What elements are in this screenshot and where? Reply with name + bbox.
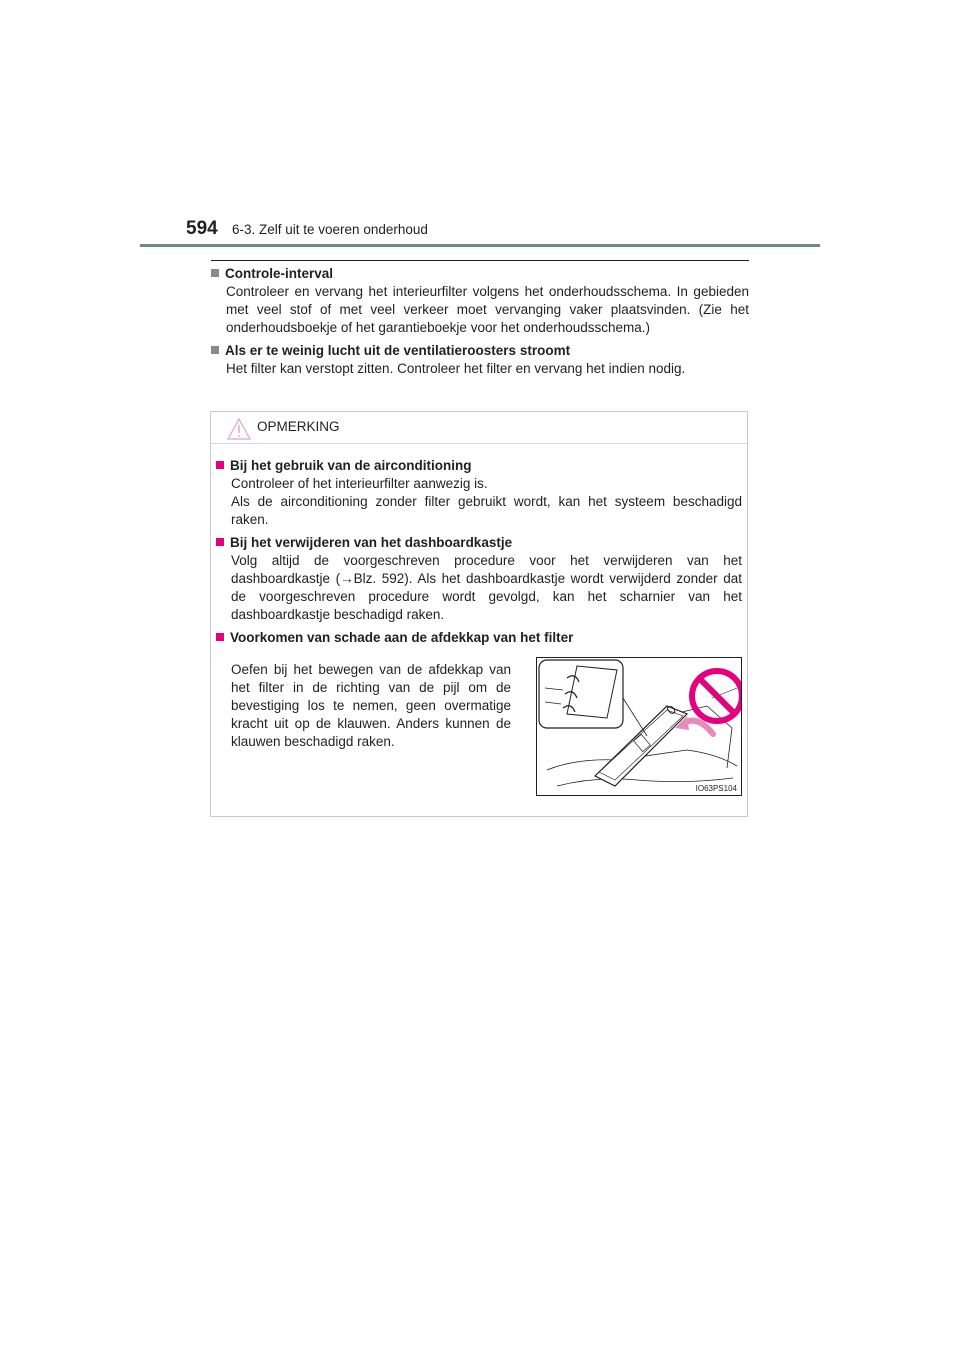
content-rule (211, 260, 749, 261)
square-bullet-icon (216, 538, 224, 546)
filter-cover-drawing (537, 658, 741, 795)
notice-header (211, 412, 747, 444)
header-rule (140, 244, 820, 247)
page-number: 594 (186, 218, 218, 239)
item-title: Voorkomen van schade aan de afdekkap van het filter (230, 630, 574, 645)
notice-item-aircon (216, 457, 742, 529)
notice-label: OPMERKING (257, 419, 340, 434)
section-title: 6-3. Zelf uit te voeren onderhoud (232, 222, 428, 237)
item-title: Bij het gebruik van de airconditioning (230, 458, 472, 473)
item-low-airflow (211, 342, 749, 378)
item-body: Controleer en vervang het interieurfilter volgens het onderhoudsschema. In gebieden met veel stof of met veel verkeer moet vervanging vaker plaatsvinden. (Zie het onderhoudsboekje of het garantieboekje voor het onderhoudsschema.) (226, 284, 749, 335)
image-code: IO63PS104 (695, 784, 737, 793)
main-content (211, 265, 749, 383)
warning-triangle-icon (227, 418, 251, 440)
notice-box (210, 411, 748, 817)
item-body: Het filter kan verstopt zitten. Controleer het filter en vervang het indien nodig. (226, 361, 686, 376)
item-body: Als de airconditioning zonder filter gebruikt wordt, kan het systeem beschadigd raken. (231, 494, 742, 527)
square-bullet-icon (216, 633, 224, 641)
item-body: Volg altijd de voorgeschreven procedure voor het verwijderen van het dashboardkastje (→Blz. 592). Als het dashboardkastje wordt verwijderd zonder dat de voorgeschreven procedure wordt gevolgd, kan het scharnier van het dashboardkastje beschadigd raken. (231, 553, 742, 622)
notice-item-filter-cover (216, 629, 742, 796)
item-body: Oefen bij het bewegen van de afdekkap van het filter in de richting van de pijl om de bevestiging los te nemen, geen overmatige kracht uit op de klauwen. Anders kunnen de klauwen beschadigd raken. (231, 662, 511, 749)
square-bullet-icon (211, 269, 219, 277)
square-bullet-icon (216, 461, 224, 469)
item-body: Controleer of het interieurfilter aanwezig is. (231, 476, 488, 491)
item-title: Controle-interval (225, 266, 334, 281)
square-bullet-icon (211, 346, 219, 354)
item-title: Als er te weinig lucht uit de ventilatieroosters stroomt (225, 343, 571, 358)
item-title: Bij het verwijderen van het dashboardkastje (230, 535, 513, 550)
item-check-interval (211, 265, 749, 337)
filter-cover-illustration (536, 657, 742, 796)
notice-item-glovebox (216, 534, 742, 624)
